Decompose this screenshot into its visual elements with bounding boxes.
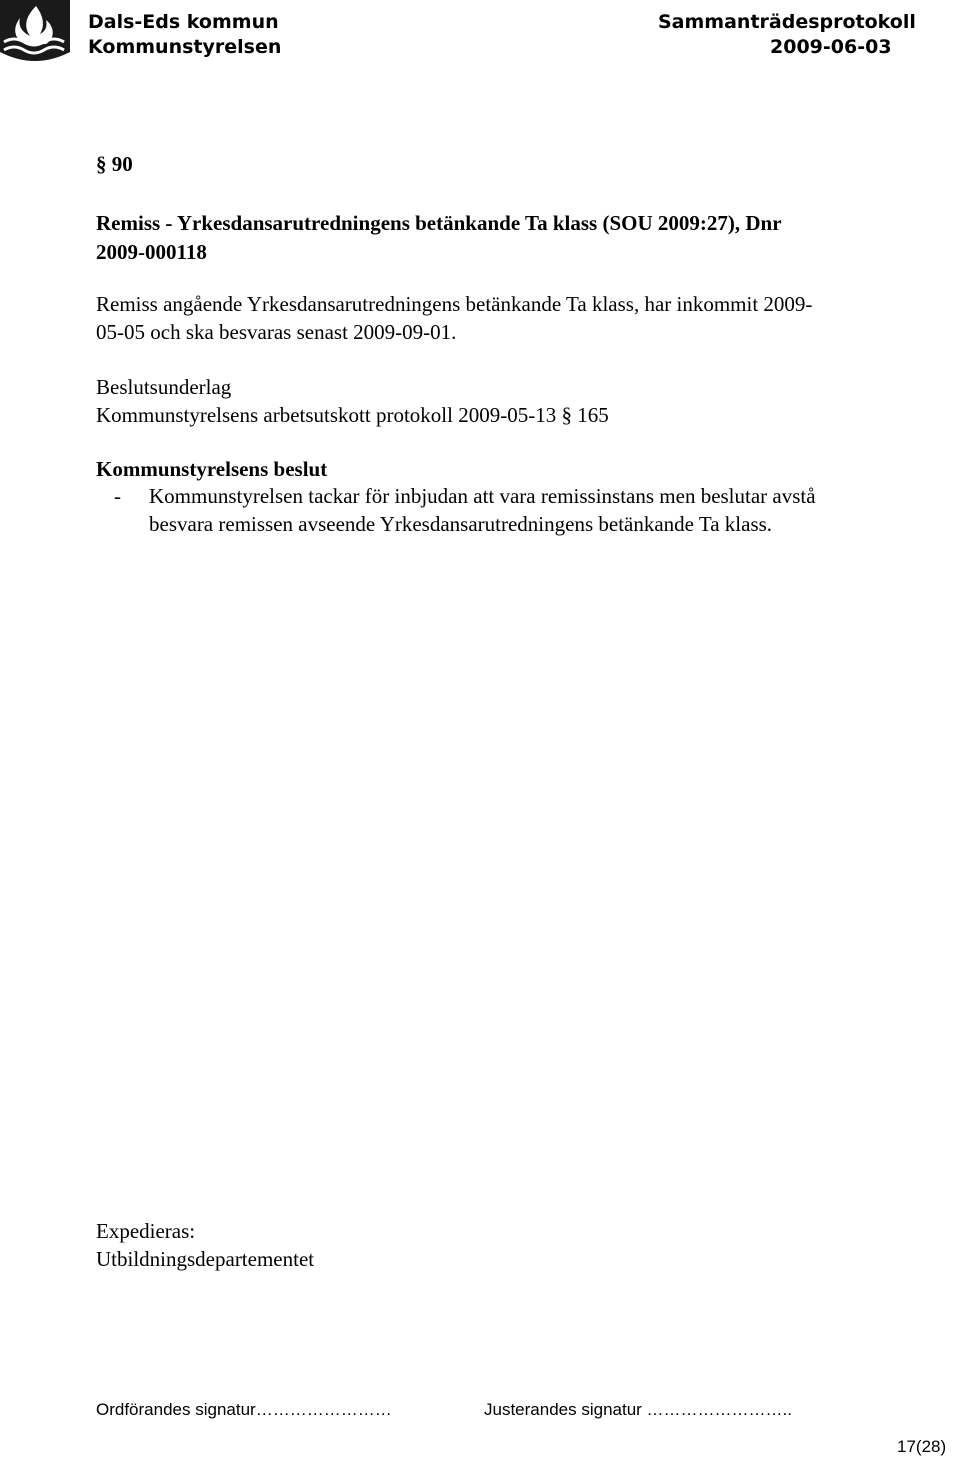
committee-name: Kommunstyrelsen [88, 36, 282, 58]
chair-signature-line: Ordförandes signatur…………………… [96, 1400, 392, 1419]
item-title-line2: 2009-000118 [96, 240, 207, 264]
intro-text-line1: Remiss angående Yrkesdansarutredningens betänkande Ta klass, har inkommit 2009- [96, 292, 813, 316]
paragraph-number: § 90 [96, 152, 133, 176]
decision-bullet: - [114, 484, 121, 508]
page-number: 17(28) [897, 1437, 947, 1456]
dispatch-recipient: Utbildningsdepartementet [96, 1247, 315, 1271]
document-type: Sammanträdesprotokoll [658, 11, 916, 33]
decision-text-line2: besvara remissen avseende Yrkesdansarutredningens betänkande Ta klass. [149, 512, 773, 536]
basis-heading: Beslutsunderlag [96, 375, 232, 399]
municipal-coat-of-arms-icon [0, 0, 70, 64]
item-title-line1: Remiss - Yrkesdansarutredningens betänkande Ta klass (SOU 2009:27), Dnr [96, 211, 782, 235]
basis-text: Kommunstyrelsens arbetsutskott protokoll 2009-05-13 § 165 [96, 403, 609, 427]
decision-text-line1: Kommunstyrelsen tackar för inbjudan att vara remissinstans men beslutar avstå [149, 484, 816, 508]
meeting-date: 2009-06-03 [770, 36, 892, 58]
intro-text-line2: 05-05 och ska besvaras senast 2009-09-01. [96, 320, 457, 344]
dispatch-label: Expedieras: [96, 1219, 196, 1243]
adjuster-signature-line: Justerandes signatur …………………….. [484, 1400, 792, 1419]
organisation-name: Dals-Eds kommun [88, 11, 279, 33]
decision-heading: Kommunstyrelsens beslut [96, 457, 328, 481]
